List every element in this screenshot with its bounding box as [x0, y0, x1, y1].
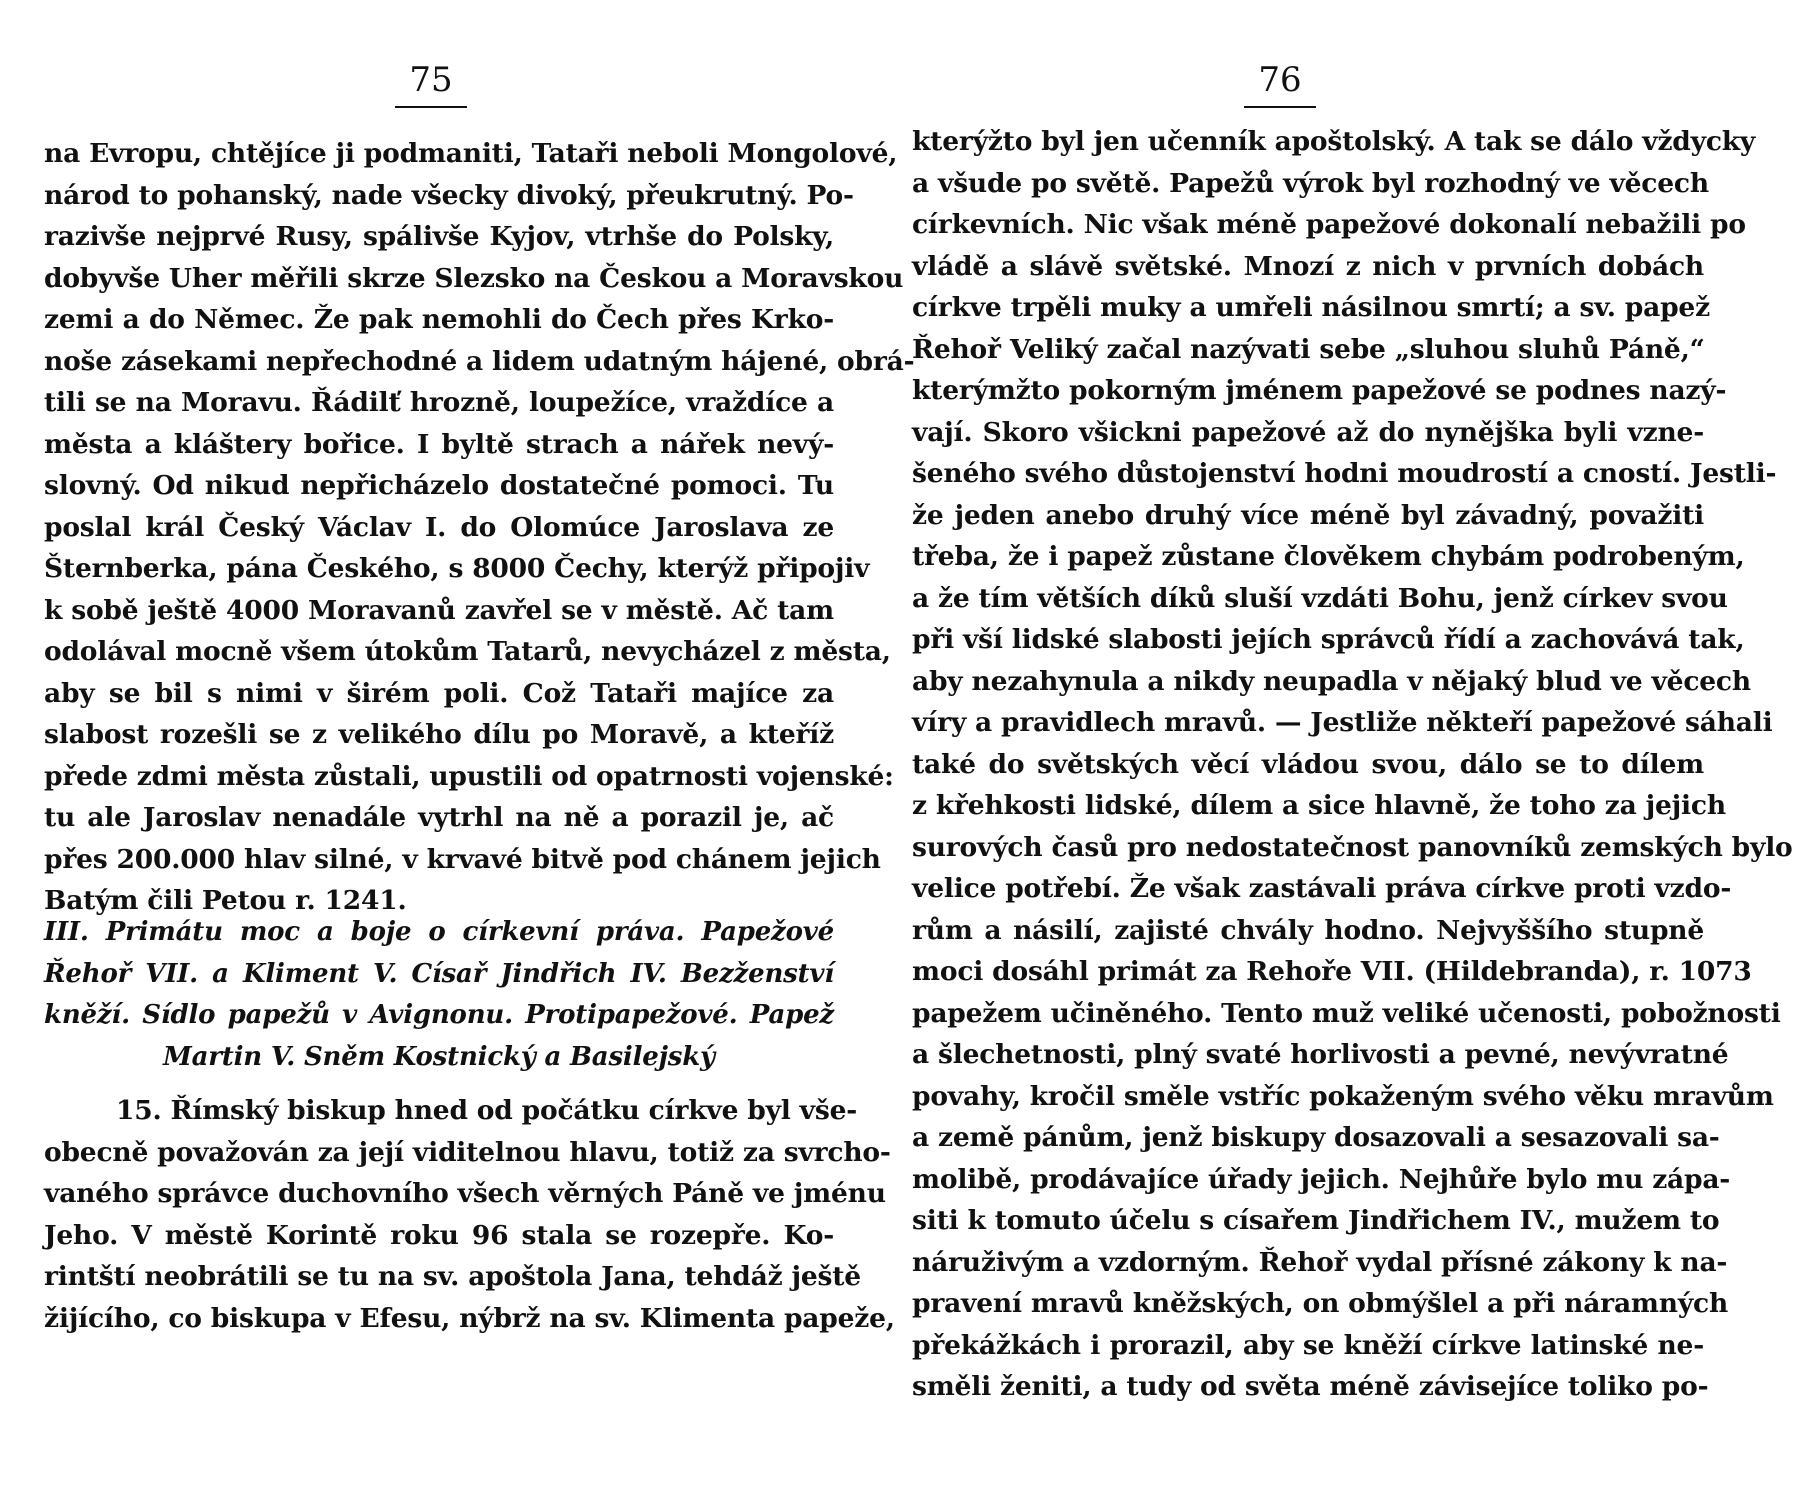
text-line: Šternberka, pána Českého, s 8000 Čechy, kterýž připojiv [44, 553, 870, 584]
text-line: papežem učiněného. Tento muž veliké učenosti, pobožnosti [912, 997, 1781, 1029]
text-line: tu ale Jaroslav nenadále vytrhl na ně a porazil je, ač [44, 802, 834, 833]
text-line: na Evropu, chtějíce ji podmaniti, Tataři neboli Mongolové, [44, 138, 898, 169]
paragraph [44, 1090, 895, 1339]
text-line: třeba, že i papež zůstane člověkem chybám podrobeným, [912, 541, 1745, 572]
page-number: 76 [884, 60, 1676, 108]
text-line: slabost rozešli se z velikého dílu po Moravě, a kteříž [44, 719, 834, 750]
text-line: velice potřebí. Že však zastávali práva církve proti vzdo- [912, 873, 1732, 904]
text-line: a že tím větších díků sluší vzdáti Bohu, jenž církev svou [912, 582, 1728, 614]
page-number: 75 [36, 60, 826, 108]
text-line: že jeden anebo druhý více méně byl závadný, považiti [912, 499, 1704, 531]
text-line: náruživým a vzdorným. Řehoř vydal přísné zákony k na- [912, 1246, 1728, 1278]
text-line: přes 200.000 hlav silné, v krvavé bitvě pod chánem jejich [44, 843, 881, 875]
text-line: národ to pohanský, nade všecky divoký, přeukrutný. Po- [44, 179, 854, 211]
text-line: vají. Skoro všickni papežové až do nynějška byli vzne- [912, 416, 1704, 448]
left-page [44, 0, 915, 1500]
text-line: rintští neobrátili se tu na sv. apoštola Jana, tehdáž ještě [44, 1261, 861, 1292]
text-line: vaného správce duchovního všech věrných Páně ve jménu [44, 1178, 886, 1209]
text-line: přede zdmi města zůstali, upustili od opatrnosti vojenské: [44, 760, 894, 792]
text-line: moci dosáhl primát za Rehoře VII. (Hildebranda), r. 1073 [912, 956, 1752, 987]
text-line: kterýmžto pokorným jménem papežové se podnes nazý- [912, 375, 1727, 406]
text-line: také do světských věcí vládou svou, dálo se to dílem [912, 748, 1704, 780]
text-line: překážkách i prorazil, aby se kněží církve latinské ne- [912, 1329, 1704, 1361]
text-line: noše zásekami nepřechodné a lidem udatným hájené, obrá- [44, 345, 915, 377]
text-line: povahy, kročil směle vstříc pokaženým svého věku mravům [912, 1080, 1774, 1112]
text-line: a šlechetnosti, plný svaté horlivosti a pevné, nevývratné [912, 1039, 1729, 1070]
text-line: Řehoř Veliký začal nazývati sebe „sluhou sluhů Páně,“ [912, 333, 1705, 365]
text-line: města a kláštery bořice. I byltě strach a nářek nevý- [44, 428, 834, 460]
text-line: III. Primátu moc a boje o církevní práva. Papežové [44, 917, 834, 947]
text-line: žijícího, co biskupa v Efesu, nýbrž na sv. Klimenta papeže, [44, 1302, 895, 1334]
text-line: a země pánům, jenž biskupy dosazovali a sesazovali sa- [912, 1122, 1720, 1153]
right-page [912, 0, 1793, 1500]
text-line: obecně považován za její viditelnou hlavu, totiž za svrcho- [44, 1136, 891, 1168]
paragraph [912, 121, 1793, 1408]
text-line: pravení mravů kněžských, on obmýšlel a při náramných [912, 1288, 1729, 1319]
text-line: a všude po světě. Papežů výrok byl rozhodný ve věcech [912, 167, 1709, 199]
text-line: Jeho. V městě Korintě roku 96 stala se rozepře. Ko- [44, 1219, 834, 1251]
text-line: šeného svého důstojenství hodni moudrostí a cností. Jestli- [912, 458, 1777, 489]
text-line: slovný. Od nikud nepřicházelo dostatečné pomoci. Tu [44, 470, 834, 501]
text-line: 15. Římský biskup hned od počátku církve byl vše- [116, 1095, 858, 1126]
text-line: vládě a slávě světské. Mnozí z nich v prvních dobách [912, 250, 1704, 282]
text-line: víry a pravidlech mravů. — Jestliže někteří papežové sáhali [912, 707, 1773, 738]
text-line: k sobě ještě 4000 Moravanů zavřel se v městě. Ač tam [44, 594, 834, 626]
text-line: církve trpěli muky a umřeli násilnou smrtí; a sv. papež [912, 292, 1710, 323]
text-line: odolával mocně všem útokům Tatarů, nevycházel z města, [44, 636, 891, 667]
text-line: Batým čili Petou r. 1241. [44, 885, 407, 916]
text-line: z křehkosti lidské, dílem a sice hlavně, že toho za jejich [912, 790, 1726, 821]
section-heading [44, 912, 834, 1078]
text-line: molibě, prodávajíce úřady jejich. Nejhůře bylo mu zápa- [912, 1163, 1731, 1195]
text-line: při vší lidské slabosti jejích správců řídí a zachovává tak, [912, 624, 1745, 655]
text-line: církevních. Nic však méně papežové dokonalí nebažili po [912, 209, 1746, 240]
text-line: dobyvše Uher měřili skrze Slezsko na Českou a Moravskou [44, 262, 904, 294]
text-line: tili se na Moravu. Řádilť hrozně, loupežíce, vraždíce a [44, 387, 834, 418]
text-line: kněží. Sídlo papežů v Avignonu. Protipapežové. Papež [44, 1000, 834, 1030]
text-line: aby nezahynula a nikdy neupadla v nějaký blud ve věcech [912, 665, 1751, 697]
text-line: Martin V. Sněm Kostnický a Basilejský [163, 1041, 715, 1072]
text-line: kterýžto byl jen učenník apoštolský. A tak se dálo vždycky [912, 126, 1756, 157]
text-line: razivše nejprvé Rusy, spálivše Kyjov, vtrhše do Polsky, [44, 221, 834, 252]
text-line: směli ženiti, a tudy od světa méně závisejíce toliko po- [912, 1371, 1709, 1402]
text-line: siti k tomuto účelu s císařem Jindřichem IV., mužem to [912, 1205, 1720, 1236]
text-line: rům a násilí, zajisté chvály hodno. Nejvyššího stupně [912, 914, 1704, 946]
text-line: poslal král Český Václav I. do Olomúce Jaroslava ze [44, 511, 834, 543]
text-line: zemi a do Němec. Že pak nemohli do Čech přes Krko- [44, 304, 834, 335]
text-line: aby se bil s nimi v širém poli. Což Tataři majíce za [44, 677, 834, 709]
text-line: surových časů pro nedostatečnost panovníků zemských bylo [912, 831, 1793, 863]
text-line: Řehoř VII. a Kliment V. Císař Jindřich IV. Bezženství [44, 958, 834, 989]
paragraph [44, 133, 915, 922]
